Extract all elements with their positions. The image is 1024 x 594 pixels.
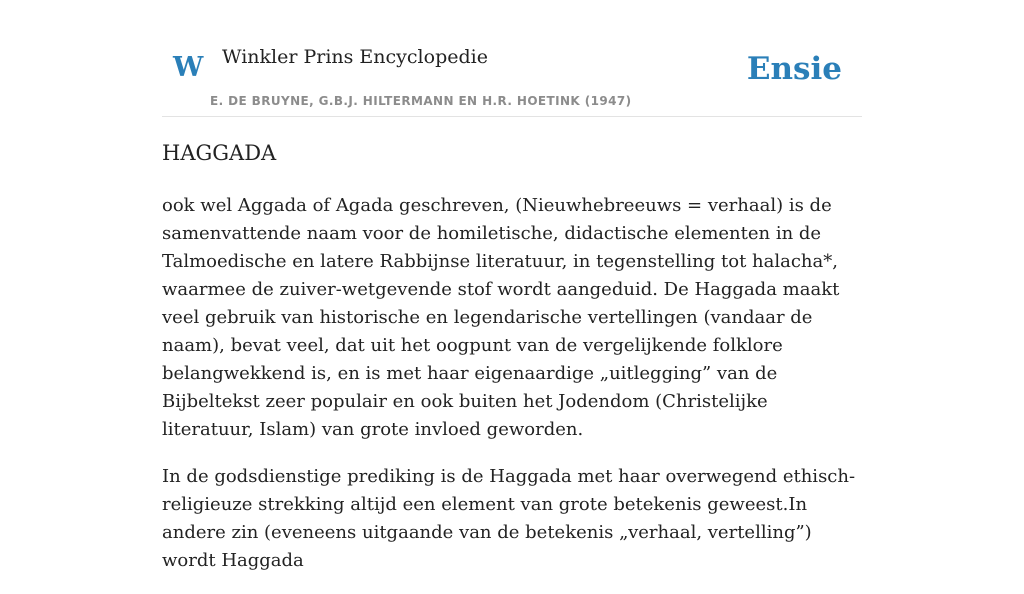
publication-logo[interactable]: W [173, 52, 204, 83]
article-title: HAGGADA [162, 141, 277, 165]
publication-title[interactable]: Winkler Prins Encyclopedie [222, 46, 488, 68]
article-paragraph: ook wel Aggada of Agada geschreven, (Nieuwhebreeuws = verhaal) is de samenvattende naam voor de homiletische, didactische elementen in de Talmoedische en latere Rabbijnse literatuur, in tegenstelling tot halacha*, waarmee de zuiver-wetgevende stof wordt aangeduid. De Haggada maakt veel gebruik van historische en legendarische vertellingen (vandaar de naam), bevat veel, dat uit het oogpunt van de vergelijkende folklore belangwekkend is, en is met haar eigenaardige „uitlegging” van de Bijbeltekst zeer populair en ook buiten het Jodendom (Christelijke literatuur, Islam) van grote invloed geworden. [162, 195, 840, 440]
publication-authors: E. DE BRUYNE, G.B.J. HILTERMANN EN H.R. HOETINK (1947) [210, 94, 632, 108]
article-body [162, 192, 862, 594]
article-paragraph: In de godsdienstige prediking is de Haggada met haar overwegend ethisch-religieuze strekking altijd een element van grote betekenis geweest.In andere zin (eveneens uitgaande van de betekenis „verhaal, vertelling”) wordt Haggada [162, 466, 856, 571]
header [162, 0, 862, 117]
site-logo-link[interactable]: Ensie [746, 51, 842, 87]
